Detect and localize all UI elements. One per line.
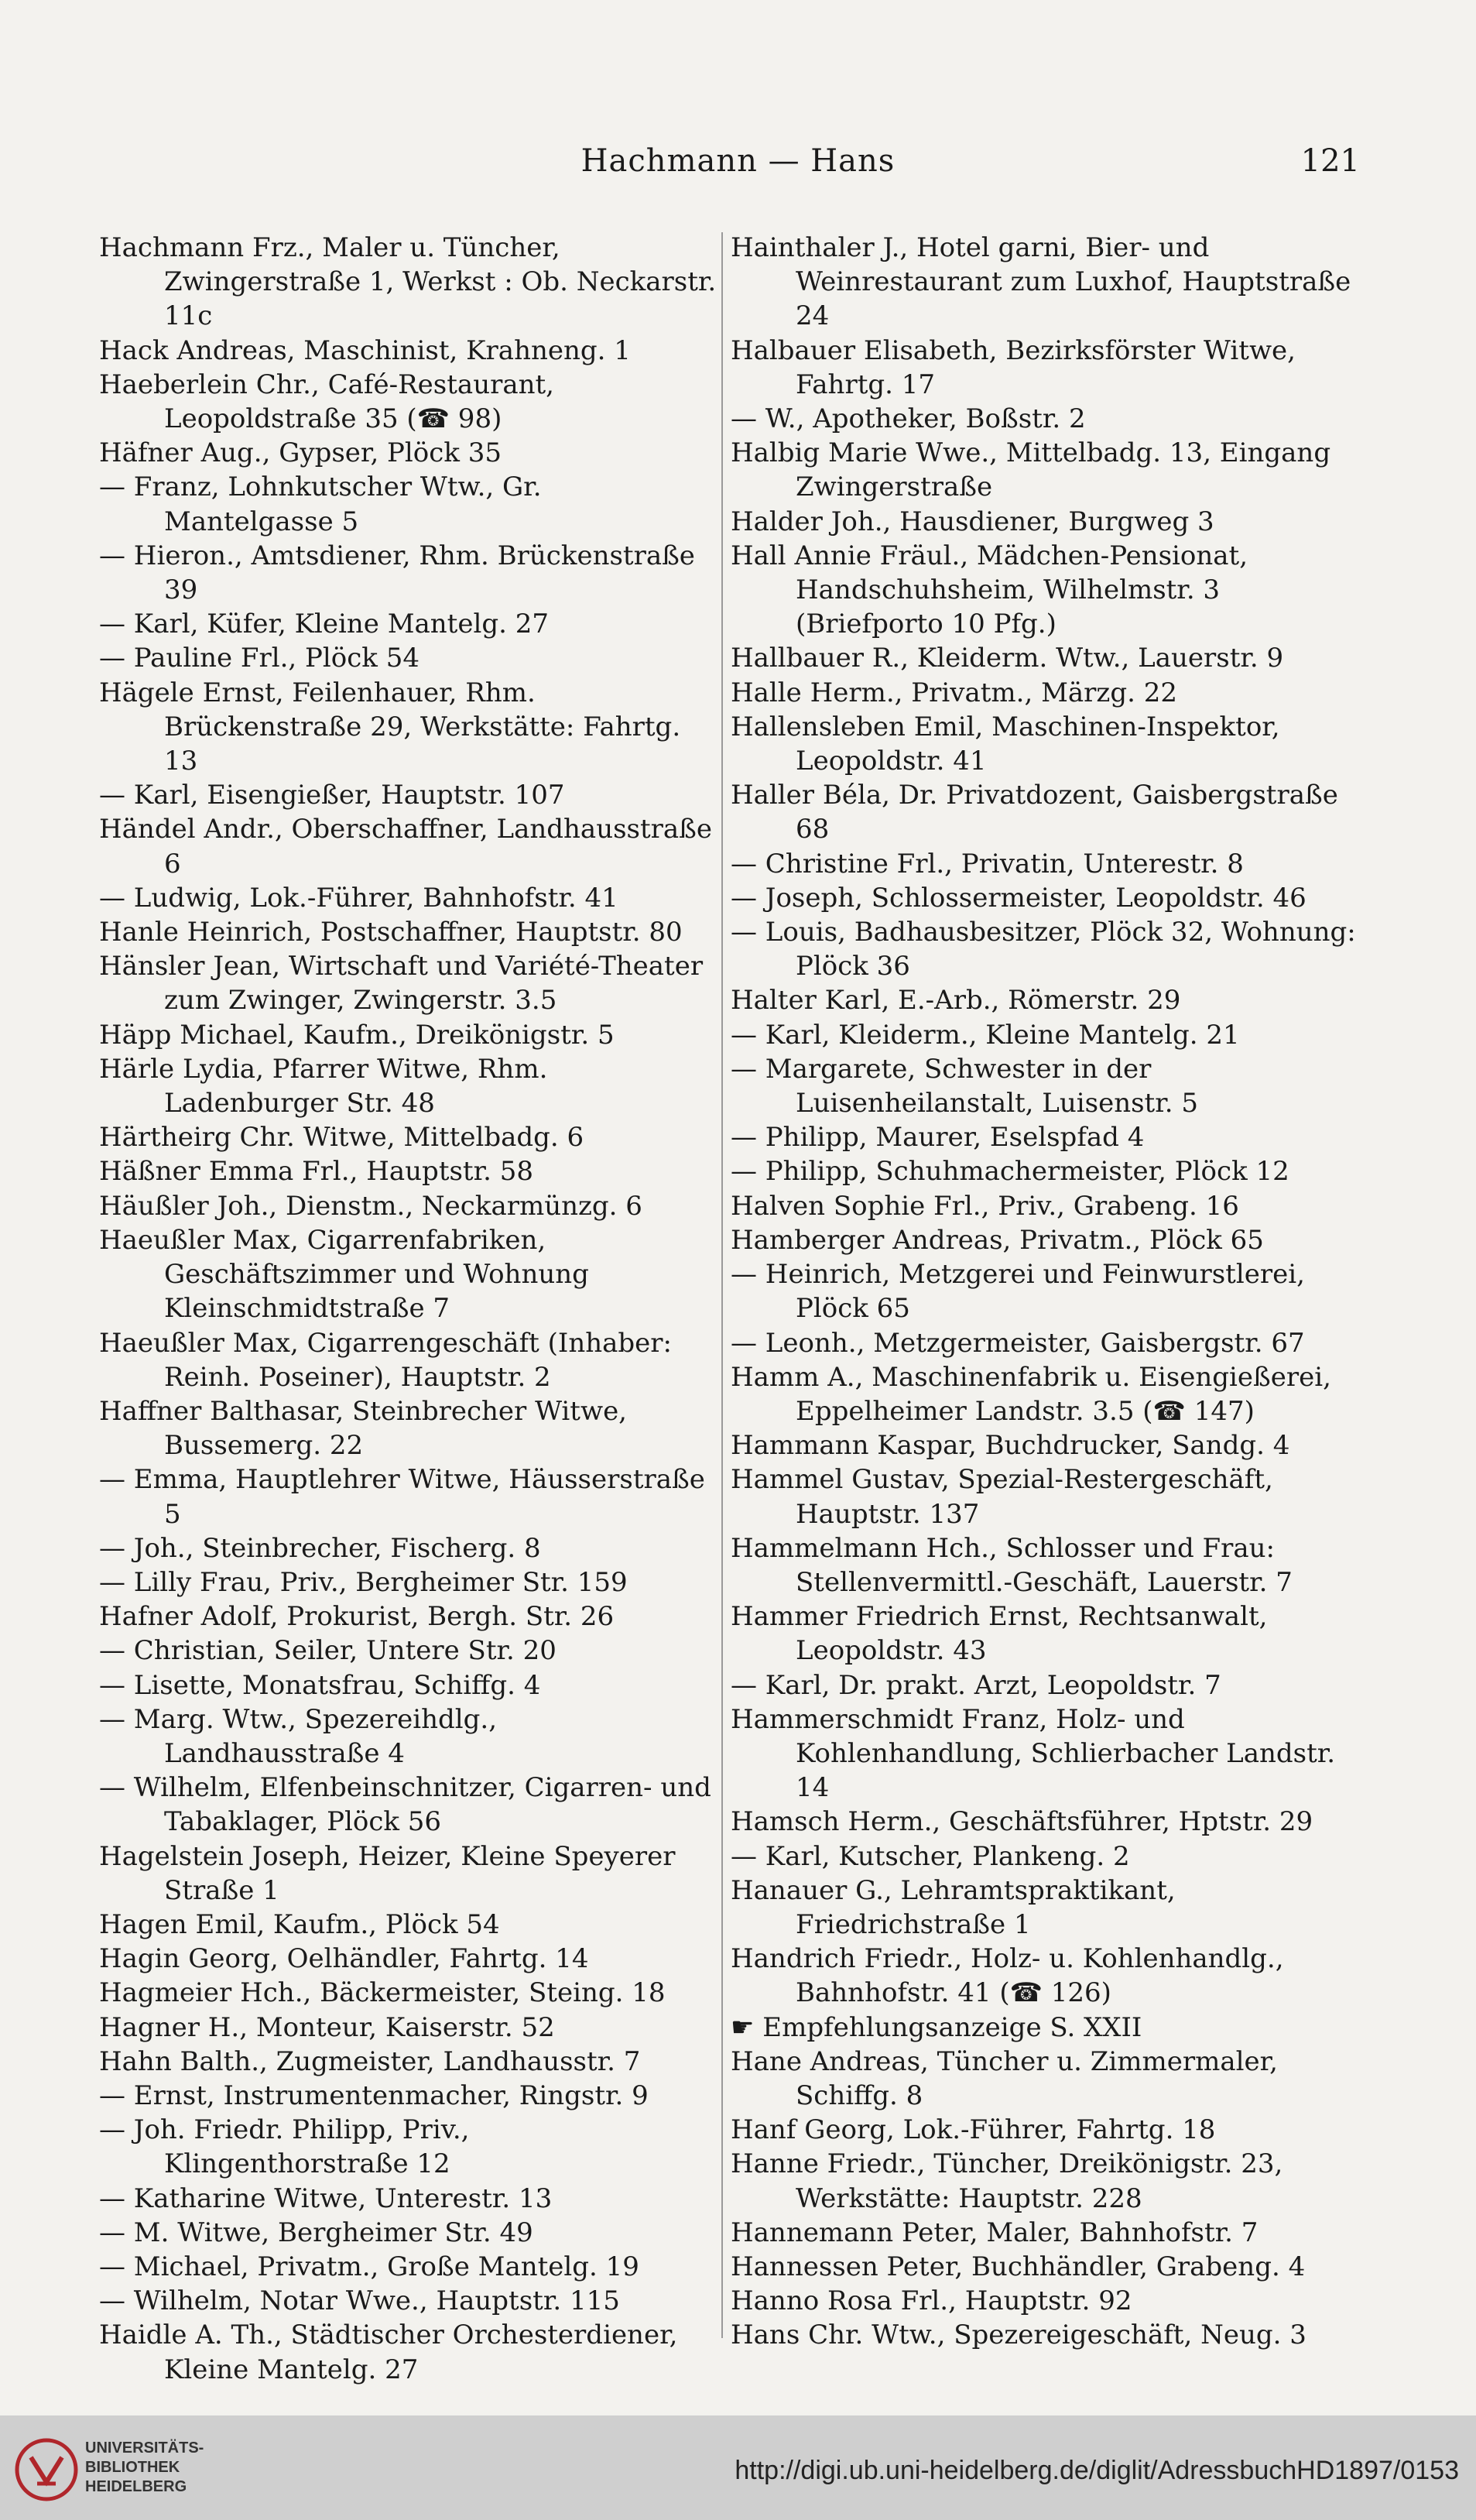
directory-entry: Hack Andreas, Maschinist, Krahneng. 1: [99, 334, 631, 366]
directory-entry: Hallensleben Emil, Maschinen-Inspektor, Leopoldstr. 41: [731, 711, 1280, 777]
page-title: Hachmann — Hans: [580, 143, 896, 179]
university-seal-icon: [14, 2437, 79, 2502]
directory-entry: — Christine Frl., Privatin, Unterestr. 8: [731, 848, 1244, 879]
directory-entry: — Karl, Kleiderm., Kleine Mantelg. 21: [731, 1019, 1240, 1051]
directory-entry: Halder Joh., Hausdiener, Burgweg 3: [731, 506, 1214, 537]
directory-entry: Halbig Marie Wwe., Mittelbadg. 13, Eingang Zwingerstraße: [731, 437, 1331, 503]
directory-entry: Hachmann Frz., Maler u. Tüncher, Zwingerstraße 1, Werkst : Ob. Neckarstr. 11c: [99, 232, 717, 332]
directory-entry: Händel Andr., Oberschaffner, Landhausstraße 6: [99, 814, 713, 879]
page-number: 121: [1300, 143, 1360, 179]
directory-entry: Hagin Georg, Oelhändler, Fahrtg. 14: [99, 1943, 589, 1975]
directory-entry: Hainthaler J., Hotel garni, Bier- und Weinrestaurant zum Luxhof, Hauptstraße 24: [731, 232, 1351, 332]
directory-entry: — Christian, Seiler, Untere Str. 20: [99, 1635, 556, 1667]
directory-entry: — Joseph, Schlossermeister, Leopoldstr. 46: [731, 882, 1306, 914]
directory-entry: — Wilhelm, Notar Wwe., Hauptstr. 115: [99, 2285, 620, 2317]
directory-entry: — Karl, Kutscher, Plankeng. 2: [731, 1840, 1130, 1872]
directory-entry: Handrich Friedr., Holz- u. Kohlenhandlg., Bahnhofstr. 41 (☎ 126): [731, 1943, 1284, 2009]
directory-entry: Hanno Rosa Frl., Hauptstr. 92: [731, 2285, 1132, 2317]
directory-entry: Haffner Balthasar, Steinbrecher Witwe, Bussemerg. 22: [99, 1395, 627, 1462]
directory-entry: Haidle A. Th., Städtischer Orchesterdiener, Kleine Mantelg. 27: [99, 2319, 678, 2385]
directory-entry: Halven Sophie Frl., Priv., Grabeng. 16: [731, 1190, 1239, 1222]
logo-line: HEIDELBERG: [85, 2478, 187, 2495]
directory-entry: Hanne Friedr., Tüncher, Dreikönigstr. 23, Werkstätte: Hauptstr. 228: [731, 2148, 1283, 2214]
directory-entry: Härle Lydia, Pfarrer Witwe, Rhm. Ladenburger Str. 48: [99, 1053, 548, 1119]
directory-entry: Hagner H., Monteur, Kaiserstr. 52: [99, 2011, 555, 2043]
directory-entry: Hamberger Andreas, Privatm., Plöck 65: [731, 1224, 1264, 1256]
directory-entry: Hannemann Peter, Maler, Bahnhofstr. 7: [731, 2217, 1259, 2248]
directory-entry: — Ernst, Instrumentenmacher, Ringstr. 9: [99, 2079, 649, 2111]
directory-entry: Haller Béla, Dr. Privatdozent, Gaisbergstraße 68: [731, 780, 1338, 845]
directory-entry: — Karl, Eisengießer, Hauptstr. 107: [99, 780, 565, 811]
directory-entry: Hägele Ernst, Feilenhauer, Rhm. Brückenstraße 29, Werkstätte: Fahrtg. 13: [99, 677, 681, 777]
directory-entry: — Karl, Küfer, Kleine Mantelg. 27: [99, 609, 549, 640]
footer-bar: [0, 2415, 1476, 2520]
directory-entry: — Heinrich, Metzgerei und Feinwurstlerei, Plöck 65: [731, 1259, 1305, 1325]
directory-entry: Häußler Joh., Dienstm., Neckarmünzg. 6: [99, 1190, 642, 1222]
directory-entry: Häfner Aug., Gypser, Plöck 35: [99, 437, 502, 469]
directory-entry: Hammann Kaspar, Buchdrucker, Sandg. 4: [731, 1430, 1290, 1462]
directory-entry: Hamsch Herm., Geschäftsführer, Hptstr. 29: [731, 1806, 1313, 1838]
directory-entry: — Lilly Frau, Priv., Bergheimer Str. 159: [99, 1566, 628, 1598]
directory-entry: — Michael, Privatm., Große Mantelg. 19: [99, 2251, 639, 2282]
directory-entry: Hagen Emil, Kaufm., Plöck 54: [99, 1908, 500, 1940]
directory-entry: — Pauline Frl., Plöck 54: [99, 643, 420, 674]
right-column: [731, 231, 1365, 2353]
directory-entry: — Louis, Badhausbesitzer, Plöck 32, Wohnung: Plöck 36: [731, 917, 1356, 982]
directory-entry: Hafner Adolf, Prokurist, Bergh. Str. 26: [99, 1601, 615, 1633]
directory-entry: — Ludwig, Lok.-Führer, Bahnhofstr. 41: [99, 882, 618, 914]
directory-entry: — M. Witwe, Bergheimer Str. 49: [99, 2217, 533, 2248]
library-logo-text: [85, 2439, 240, 2497]
directory-entry: — Franz, Lohnkutscher Wtw., Gr. Mantelgasse 5: [99, 471, 542, 537]
directory-entry: Hammerschmidt Franz, Holz- und Kohlenhandlung, Schlierbacher Landstr. 14: [731, 1703, 1336, 1804]
directory-entry: — Emma, Hauptlehrer Witwe, Häusserstraße 5: [99, 1464, 705, 1530]
left-column: [99, 231, 718, 2387]
directory-entry: Hahn Balth., Zugmeister, Landhausstr. 7: [99, 2045, 641, 2077]
directory-entry: Hans Chr. Wtw., Spezereigeschäft, Neug. 3: [731, 2319, 1306, 2351]
directory-entry: — Philipp, Schuhmachermeister, Plöck 12: [731, 1156, 1289, 1188]
directory-entry: Häßner Emma Frl., Hauptstr. 58: [99, 1156, 533, 1188]
directory-entry: Hanauer G., Lehramtspraktikant, Friedrichstraße 1: [731, 1874, 1176, 1940]
directory-entry: Hannessen Peter, Buchhändler, Grabeng. 4: [731, 2251, 1306, 2282]
column-divider: [721, 232, 723, 2338]
directory-entry: — Leonh., Metzgermeister, Gaisbergstr. 67: [731, 1327, 1305, 1359]
directory-entry: Haeußler Max, Cigarrengeschäft (Inhaber: Reinh. Poseiner), Hauptstr. 2: [99, 1327, 672, 1393]
directory-entry: Hagmeier Hch., Bäckermeister, Steing. 18: [99, 1977, 666, 2009]
directory-entry: Haeußler Max, Cigarrenfabriken, Geschäftszimmer und Wohnung Kleinschmidtstraße 7: [99, 1224, 589, 1325]
directory-entry: Halbauer Elisabeth, Bezirksförster Witwe, Fahrtg. 17: [731, 334, 1296, 400]
directory-entry: — Wilhelm, Elfenbeinschnitzer, Cigarren- und Tabaklager, Plöck 56: [99, 1772, 711, 1838]
directory-entry: — Joh., Steinbrecher, Fischerg. 8: [99, 1532, 541, 1564]
directory-entry: Hanf Georg, Lok.-Führer, Fahrtg. 18: [731, 2114, 1216, 2146]
directory-entry: Häpp Michael, Kaufm., Dreikönigstr. 5: [99, 1019, 615, 1051]
directory-entry: Hall Annie Fräul., Mädchen-Pensionat, Handschuhsheim, Wilhelmstr. 3 (Briefporto 10 Pfg.): [731, 540, 1248, 640]
directory-entry: Hagelstein Joseph, Heizer, Kleine Speyerer Straße 1: [99, 1840, 676, 1906]
directory-entry: — Margarete, Schwester in der Luisenheilanstalt, Luisenstr. 5: [731, 1053, 1198, 1119]
logo-line: UNIVERSITÄTS-: [85, 2439, 204, 2457]
source-url-link[interactable]: http://digi.ub.uni-heidelberg.de/diglit/AdressbuchHD1897/0153: [735, 2456, 1459, 2485]
directory-entry: Hammel Gustav, Spezial-Restergeschäft, Hauptstr. 137: [731, 1464, 1273, 1530]
logo-line: BIBLIOTHEK: [85, 2459, 180, 2476]
running-head: [0, 138, 1476, 184]
directory-entry: — Hieron., Amtsdiener, Rhm. Brückenstraße 39: [99, 540, 695, 606]
directory-entry: — Lisette, Monatsfrau, Schiffg. 4: [99, 1669, 541, 1701]
directory-entry: Hammelmann Hch., Schlosser und Frau: Stellenvermittl.-Geschäft, Lauerstr. 7: [731, 1532, 1293, 1598]
directory-entry: — Philipp, Maurer, Eselspfad 4: [731, 1122, 1145, 1154]
directory-entry: — Katharine Witwe, Unterestr. 13: [99, 2182, 553, 2214]
directory-entry: Haeberlein Chr., Café-Restaurant, Leopoldstraße 35 (☎ 98): [99, 369, 554, 435]
directory-entry: — W., Apotheker, Boßstr. 2: [731, 403, 1086, 435]
directory-entry: — Karl, Dr. prakt. Arzt, Leopoldstr. 7: [731, 1669, 1221, 1701]
directory-entry: Halle Herm., Privatm., Märzg. 22: [731, 677, 1177, 708]
directory-entry: Hanle Heinrich, Postschaffner, Hauptstr. 80: [99, 917, 683, 948]
directory-entry: Härtheirg Chr. Witwe, Mittelbadg. 6: [99, 1122, 584, 1154]
directory-entry: Halter Karl, E.-Arb., Römerstr. 29: [731, 985, 1181, 1017]
directory-entry: Hane Andreas, Tüncher u. Zimmermaler, Schiffg. 8: [731, 2045, 1278, 2111]
directory-entry: ☛ Empfehlungsanzeige S. XXII: [731, 2011, 1142, 2043]
directory-entry: — Marg. Wtw., Spezereihdlg., Landhausstraße 4: [99, 1703, 498, 1769]
directory-entry: Hamm A., Maschinenfabrik u. Eisengießerei, Eppelheimer Landstr. 3.5 (☎ 147): [731, 1361, 1331, 1427]
directory-entry: Hänsler Jean, Wirtschaft und Variété-Theater zum Zwinger, Zwingerstr. 3.5: [99, 951, 704, 1017]
directory-entry: Hammer Friedrich Ernst, Rechtsanwalt, Leopoldstr. 43: [731, 1601, 1268, 1667]
directory-entry: — Joh. Friedr. Philipp, Priv., Klingenthorstraße 12: [99, 2114, 470, 2180]
directory-entry: Hallbauer R., Kleiderm. Wtw., Lauerstr. 9: [731, 643, 1284, 674]
